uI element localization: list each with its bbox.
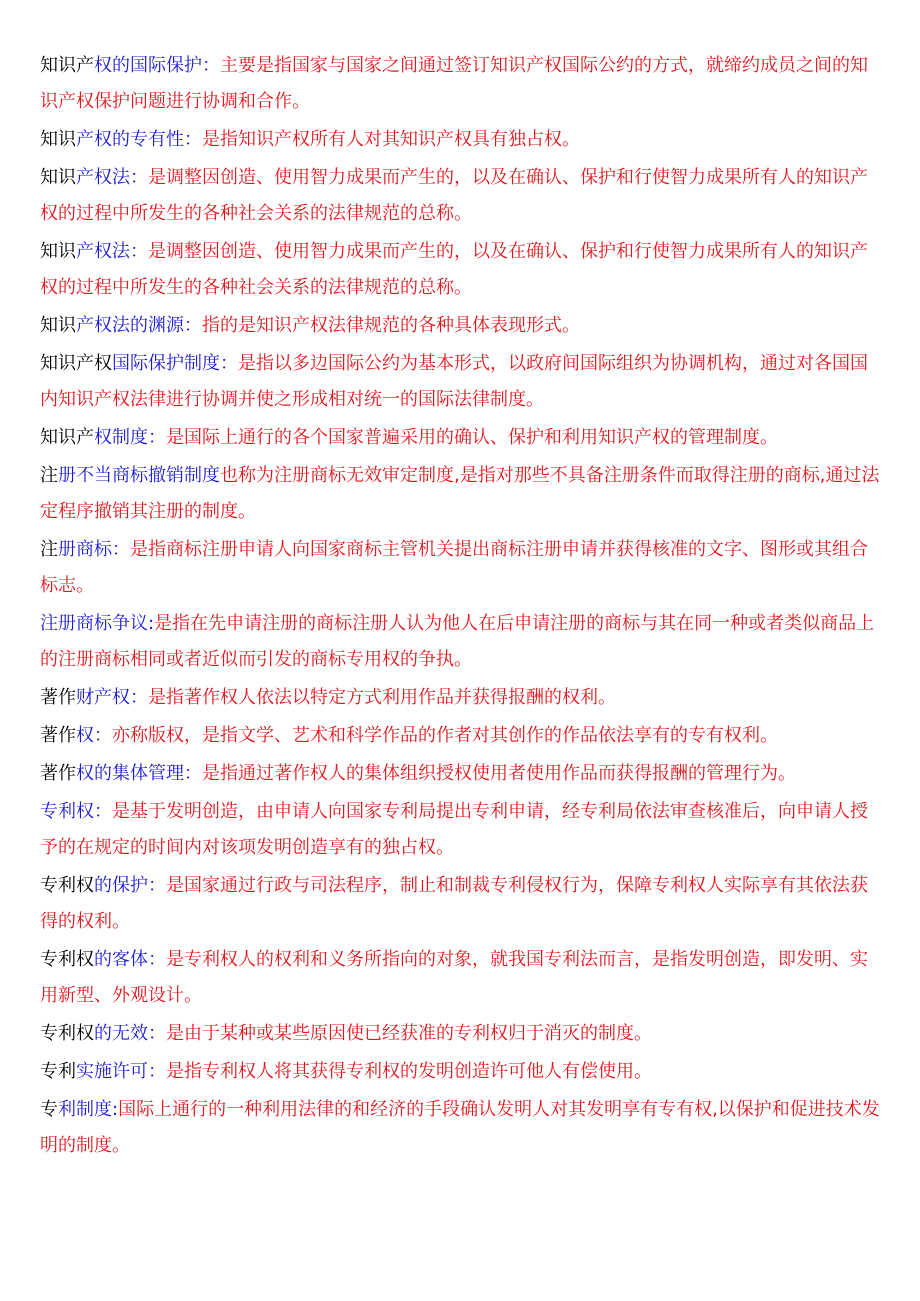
term-prefix: 知识	[40, 129, 76, 150]
term-highlight: 的保护	[94, 875, 148, 896]
glossary-entry	[40, 718, 885, 754]
definition-text: 是国际上通行的各个国家普遍采用的确认、保护和利用知识产权的管理制度。	[166, 427, 778, 448]
definition-text: 亦称版权，是指文学、艺术和科学作品的作者对其创作的作品依法享有的专有权利。	[112, 725, 778, 746]
term-separator: ：	[148, 1023, 166, 1044]
definition-text: 国际上通行的一种利用法律的和经济的手段确认发明人对其发明享有专有权,以保护和促进技术发明的制度。	[40, 1099, 880, 1156]
term-highlight: 的客体	[94, 949, 148, 970]
term-prefix: 著作	[40, 687, 76, 708]
term-separator: ：	[148, 949, 166, 970]
definition-text: 是指知识产权所有人对其知识产权具有独占权。	[202, 129, 580, 150]
term-highlight: 财产权	[76, 687, 130, 708]
term-highlight: 专利权	[40, 801, 94, 822]
term-highlight: 注册商标争议	[40, 613, 148, 634]
term-highlight: 产权的专有性	[76, 129, 184, 150]
term-highlight: 产权法的渊源	[76, 315, 184, 336]
term-separator: ：	[112, 539, 130, 560]
glossary-entry	[40, 160, 885, 232]
glossary-entry	[40, 680, 885, 716]
term-highlight: 册不当商标撤销制度	[58, 465, 220, 486]
glossary-entry	[40, 532, 885, 604]
definition-text: 是指通过著作权人的集体组织授权使用者使用作品而获得报酬的管理行为。	[202, 763, 796, 784]
term-separator: ：	[94, 801, 112, 822]
term-prefix: 知识产	[40, 427, 94, 448]
glossary-entry	[40, 1092, 885, 1164]
term-highlight: 权制度	[94, 427, 148, 448]
term-highlight: 产权法	[76, 167, 130, 188]
glossary-entry	[40, 606, 885, 678]
term-highlight: 国际保护制度	[112, 353, 220, 374]
definition-text: 是指商标注册申请人向国家商标主管机关提出商标注册申请并获得核准的文字、图形或其组合标志。	[40, 539, 868, 596]
glossary-entry	[40, 346, 885, 418]
term-separator: ：	[184, 315, 202, 336]
glossary-document	[40, 48, 885, 1166]
term-separator: :	[148, 613, 155, 634]
term-prefix: 著作	[40, 763, 76, 784]
term-prefix: 知识	[40, 241, 76, 262]
term-highlight: 权的国际保护	[94, 55, 202, 76]
definition-text: 是基于发明创造，由申请人向国家专利局提出专利申请，经专利局依法审查核准后，向申请人授予的在规定的时间内对该项发明创造享有的独占权。	[40, 801, 868, 858]
definition-text: 是由于某种或某些原因使已经获准的专利权归于消灭的制度。	[166, 1023, 652, 1044]
glossary-entry	[40, 308, 885, 344]
term-highlight: 实施许可	[76, 1061, 148, 1082]
glossary-entry	[40, 756, 885, 792]
glossary-entry	[40, 942, 885, 1014]
term-prefix: 著作	[40, 725, 76, 746]
term-prefix: 专利权	[40, 1023, 94, 1044]
term-separator: ：	[130, 167, 148, 188]
definition-text: 指的是知识产权法律规范的各种具体表现形式。	[202, 315, 580, 336]
glossary-entry	[40, 458, 885, 530]
definition-text: 是专利权人的权利和义务所指向的对象，就我国专利法而言，是指发明创造，即发明、实用新型、外观设计。	[40, 949, 868, 1006]
glossary-entry	[40, 868, 885, 940]
definition-text: 主要是指国家与国家之间通过签订知识产权国际公约的方式，就缔约成员之间的知识产权保护问题进行协调和合作。	[40, 55, 868, 112]
term-prefix: 知识产权	[40, 353, 112, 374]
term-separator: ：	[148, 875, 166, 896]
term-prefix: 知识产	[40, 55, 94, 76]
glossary-entry	[40, 794, 885, 866]
term-prefix: 注	[40, 465, 58, 486]
term-highlight: 的无效	[94, 1023, 148, 1044]
glossary-entry	[40, 1016, 885, 1052]
term-prefix: 专	[40, 1099, 58, 1120]
term-separator: ：	[202, 55, 220, 76]
term-separator: ：	[184, 129, 202, 150]
definition-text: 是调整因创造、使用智力成果而产生的，以及在确认、保护和行使智力成果所有人的知识产权的过程中所发生的各种社会关系的法律规范的总称。	[40, 167, 868, 224]
term-highlight: 产权法	[76, 241, 130, 262]
term-separator: :	[112, 1099, 119, 1120]
glossary-entry	[40, 420, 885, 456]
term-separator: ：	[184, 763, 202, 784]
term-prefix: 知识	[40, 167, 76, 188]
term-prefix: 知识	[40, 315, 76, 336]
definition-text: 是指以多边国际公约为基本形式，以政府间国际组织为协调机构，通过对各国国内知识产权法律进行协调并使之形成相对统一的国际法律制度。	[40, 353, 868, 410]
term-separator: ：	[220, 353, 238, 374]
term-prefix: 专利权	[40, 949, 94, 970]
glossary-entry	[40, 48, 885, 120]
term-prefix: 专利权	[40, 875, 94, 896]
term-separator: ：	[130, 241, 148, 262]
term-separator: ：	[148, 427, 166, 448]
term-separator: ：	[94, 725, 112, 746]
definition-text: 是指在先申请注册的商标注册人认为他人在后申请注册的商标与其在同一种或者类似商品上的注册商标相同或者近似而引发的商标专用权的争执。	[40, 613, 875, 670]
term-separator: ：	[130, 687, 148, 708]
term-highlight: 册商标	[58, 539, 112, 560]
glossary-entry	[40, 122, 885, 158]
term-highlight: 权	[76, 725, 94, 746]
glossary-entry	[40, 234, 885, 306]
definition-text: 也称为注册商标无效审定制度,是指对那些不具备注册条件而取得注册的商标,通过法定程序撤销其注册的制度。	[40, 465, 880, 522]
term-highlight: 利制度	[58, 1099, 112, 1120]
glossary-entry	[40, 1054, 885, 1090]
term-separator: ：	[148, 1061, 166, 1082]
definition-text: 是国家通过行政与司法程序，制止和制裁专利侵权行为，保障专利权人实际享有其依法获得的权利。	[40, 875, 868, 932]
definition-text: 是指著作权人依法以特定方式利用作品并获得报酬的权利。	[148, 687, 616, 708]
definition-text: 是调整因创造、使用智力成果而产生的，以及在确认、保护和行使智力成果所有人的知识产权的过程中所发生的各种社会关系的法律规范的总称。	[40, 241, 868, 298]
term-highlight: 权的集体管理	[76, 763, 184, 784]
term-prefix: 专利	[40, 1061, 76, 1082]
definition-text: 是指专利权人将其获得专利权的发明创造许可他人有偿使用。	[166, 1061, 652, 1082]
term-prefix: 注	[40, 539, 58, 560]
